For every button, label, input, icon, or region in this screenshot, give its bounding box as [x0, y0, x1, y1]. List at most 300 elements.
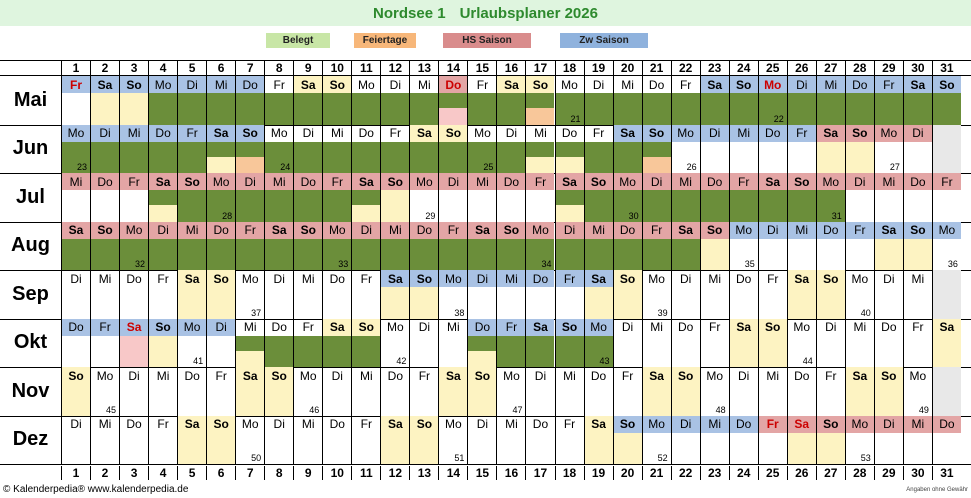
day-band [120, 384, 148, 416]
day-number: 27 [816, 61, 845, 75]
copyright-text: © Kalenderpedia® www.kalenderpedia.de [3, 484, 189, 495]
day-cell[interactable] [555, 76, 584, 125]
day-cell[interactable] [584, 222, 613, 271]
day-cell[interactable] [903, 125, 932, 174]
day-cell[interactable] [903, 367, 932, 416]
day-cell[interactable] [613, 270, 642, 319]
day-cell[interactable] [642, 125, 671, 174]
day-cell[interactable] [555, 222, 584, 271]
day-cell[interactable] [351, 319, 380, 368]
day-cell[interactable] [264, 367, 293, 416]
day-cell[interactable] [409, 222, 438, 271]
day-cell[interactable] [903, 416, 932, 465]
day-cell[interactable] [613, 222, 642, 271]
day-cell[interactable] [380, 76, 409, 125]
day-cell[interactable] [496, 76, 525, 125]
day-cell[interactable] [729, 222, 758, 271]
day-cell[interactable] [729, 173, 758, 222]
day-cell[interactable] [148, 367, 177, 416]
day-cell[interactable] [729, 125, 758, 174]
day-cell[interactable] [584, 173, 613, 222]
weekday-label: Di [70, 271, 82, 286]
day-cell[interactable] [642, 367, 671, 416]
day-cell[interactable] [555, 173, 584, 222]
day-cell[interactable] [61, 222, 90, 271]
day-number: 8 [264, 466, 293, 480]
day-cell[interactable] [293, 222, 322, 271]
day-cell[interactable] [206, 319, 235, 368]
day-cell[interactable] [642, 270, 671, 319]
day-cell[interactable] [322, 222, 351, 271]
day-cell[interactable] [322, 367, 351, 416]
month-label-okt: Okt [13, 331, 48, 354]
day-band [526, 93, 554, 125]
day-cell[interactable] [264, 270, 293, 319]
day-cell[interactable] [438, 367, 467, 416]
day-cell[interactable] [700, 222, 729, 271]
day-cell[interactable] [496, 270, 525, 319]
day-cell[interactable] [90, 76, 119, 125]
day-cell[interactable] [613, 76, 642, 125]
day-cell[interactable] [264, 319, 293, 368]
day-cell[interactable] [380, 367, 409, 416]
day-number: 31 [932, 61, 961, 75]
day-cell[interactable] [467, 76, 496, 125]
day-number: 29 [874, 466, 903, 480]
day-cell[interactable] [148, 173, 177, 222]
day-cell[interactable] [206, 270, 235, 319]
day-cell[interactable] [874, 270, 903, 319]
day-cell[interactable] [61, 125, 90, 174]
weekday-label: Sa [497, 76, 525, 93]
day-cell[interactable] [845, 367, 874, 416]
day-number: 11 [351, 61, 380, 75]
day-band [439, 384, 467, 416]
day-cell[interactable] [816, 76, 845, 125]
day-cell[interactable] [322, 319, 351, 368]
day-cell[interactable] [758, 173, 787, 222]
day-cell[interactable] [148, 76, 177, 125]
day-cell[interactable] [177, 367, 206, 416]
day-cell[interactable] [845, 173, 874, 222]
day-cell[interactable] [525, 270, 554, 319]
day-cell[interactable] [351, 222, 380, 271]
day-number: 4 [148, 61, 177, 75]
day-cell[interactable] [177, 76, 206, 125]
day-band [178, 384, 206, 416]
day-cell[interactable] [61, 76, 90, 125]
day-band [701, 239, 729, 271]
day-cell[interactable] [351, 270, 380, 319]
day-cell[interactable] [496, 367, 525, 416]
day-cell[interactable] [816, 125, 845, 174]
day-band [62, 287, 90, 319]
week-number: 53 [860, 453, 871, 463]
weekday-label: Mo [643, 416, 671, 433]
day-cell[interactable] [787, 270, 816, 319]
day-cell[interactable] [148, 416, 177, 465]
day-cell[interactable] [496, 416, 525, 465]
day-cell[interactable] [555, 367, 584, 416]
day-cell[interactable] [700, 270, 729, 319]
weekday-label: Mo [909, 368, 927, 383]
day-cell[interactable] [555, 416, 584, 465]
day-cell[interactable] [845, 125, 874, 174]
day-cell[interactable] [409, 367, 438, 416]
day-cell[interactable] [584, 125, 613, 174]
month-label-aug: Aug [11, 234, 50, 257]
day-band [701, 336, 729, 368]
day-cell[interactable] [874, 319, 903, 368]
day-cell[interactable] [525, 125, 554, 174]
day-cell[interactable] [206, 173, 235, 222]
day-cell[interactable] [148, 125, 177, 174]
day-cell[interactable] [845, 222, 874, 271]
day-cell[interactable] [525, 173, 554, 222]
day-cell[interactable] [758, 367, 787, 416]
day-cell[interactable] [642, 319, 671, 368]
day-cell[interactable] [816, 222, 845, 271]
day-cell[interactable] [438, 125, 467, 174]
day-cell[interactable] [758, 222, 787, 271]
day-cell[interactable] [700, 319, 729, 368]
day-cell[interactable] [409, 270, 438, 319]
day-band [207, 384, 235, 416]
day-cell[interactable] [758, 416, 787, 465]
day-cell[interactable] [874, 173, 903, 222]
day-band-lower [468, 351, 496, 368]
day-cell[interactable] [119, 76, 148, 125]
day-cell[interactable] [467, 319, 496, 368]
weekday-label: Di [128, 368, 140, 383]
day-cell[interactable] [235, 222, 264, 271]
day-cell[interactable] [816, 173, 845, 222]
day-cell[interactable] [932, 222, 961, 271]
day-cell[interactable] [787, 319, 816, 368]
day-cell[interactable] [293, 76, 322, 125]
day-cell[interactable] [467, 173, 496, 222]
day-cell[interactable] [903, 173, 932, 222]
day-cell[interactable] [729, 367, 758, 416]
day-cell[interactable] [671, 125, 700, 174]
day-cell[interactable] [525, 416, 554, 465]
day-cell[interactable] [671, 173, 700, 222]
day-cell[interactable] [264, 173, 293, 222]
day-cell[interactable] [816, 319, 845, 368]
day-cell[interactable] [903, 319, 932, 368]
day-cell[interactable] [613, 416, 642, 465]
day-cell[interactable] [235, 173, 264, 222]
day-cell[interactable] [264, 76, 293, 125]
day-cell[interactable] [119, 125, 148, 174]
day-cell[interactable] [845, 76, 874, 125]
day-cell[interactable] [496, 319, 525, 368]
day-cell[interactable] [90, 270, 119, 319]
day-cell[interactable] [264, 416, 293, 465]
day-cell[interactable] [61, 416, 90, 465]
day-cell[interactable] [903, 270, 932, 319]
day-cell[interactable] [555, 270, 584, 319]
day-cell[interactable] [380, 222, 409, 271]
day-cell[interactable] [467, 416, 496, 465]
day-cell[interactable] [206, 367, 235, 416]
day-cell[interactable] [438, 270, 467, 319]
day-cell[interactable] [874, 416, 903, 465]
day-cell[interactable] [177, 125, 206, 174]
day-cell[interactable] [932, 416, 961, 465]
day-cell[interactable] [177, 270, 206, 319]
weekday-label: Do [91, 173, 119, 190]
day-cell[interactable] [787, 76, 816, 125]
day-cell[interactable] [671, 367, 700, 416]
weekday-label: Fr [709, 320, 721, 334]
day-cell[interactable] [467, 222, 496, 271]
weekday-label: Mi [766, 368, 780, 383]
day-cell[interactable] [816, 367, 845, 416]
day-band [701, 287, 729, 319]
day-cell[interactable] [322, 125, 351, 174]
day-cell[interactable] [119, 319, 148, 368]
day-cell[interactable] [758, 270, 787, 319]
day-cell[interactable] [671, 222, 700, 271]
day-cell[interactable] [322, 416, 351, 465]
day-cell[interactable] [293, 416, 322, 465]
day-cell[interactable] [293, 367, 322, 416]
day-cell[interactable] [293, 173, 322, 222]
day-cell[interactable] [235, 125, 264, 174]
day-cell[interactable] [932, 125, 961, 174]
day-cell[interactable] [700, 173, 729, 222]
day-cell[interactable] [380, 125, 409, 174]
day-cell[interactable] [845, 416, 874, 465]
day-band [701, 433, 729, 465]
day-cell[interactable] [438, 319, 467, 368]
day-cell[interactable] [671, 76, 700, 125]
day-band [468, 433, 496, 465]
day-cell[interactable] [351, 76, 380, 125]
day-cell[interactable] [932, 76, 961, 125]
day-cell[interactable] [642, 416, 671, 465]
day-cell[interactable] [729, 270, 758, 319]
day-cell[interactable] [729, 319, 758, 368]
day-cell[interactable] [148, 222, 177, 271]
day-cell[interactable] [700, 76, 729, 125]
day-cell[interactable] [438, 416, 467, 465]
day-cell[interactable] [177, 416, 206, 465]
day-cell[interactable] [322, 270, 351, 319]
day-cell[interactable] [496, 125, 525, 174]
day-cell[interactable] [235, 319, 264, 368]
day-cell[interactable] [671, 270, 700, 319]
weekday-label: Mi [178, 222, 206, 239]
day-cell[interactable] [322, 76, 351, 125]
day-cell[interactable] [177, 173, 206, 222]
day-cell[interactable] [206, 76, 235, 125]
day-cell[interactable] [525, 76, 554, 125]
day-cell[interactable] [264, 125, 293, 174]
day-cell[interactable] [787, 173, 816, 222]
day-cell[interactable] [787, 222, 816, 271]
day-cell[interactable] [758, 125, 787, 174]
day-cell[interactable] [903, 76, 932, 125]
day-cell[interactable] [787, 125, 816, 174]
day-cell[interactable] [61, 173, 90, 222]
weekday-label: Mo [120, 222, 148, 239]
day-cell[interactable] [380, 270, 409, 319]
day-cell[interactable] [932, 173, 961, 222]
day-band [410, 384, 438, 416]
day-cell[interactable] [613, 367, 642, 416]
day-cell[interactable] [235, 270, 264, 319]
day-band [817, 93, 845, 125]
day-cell[interactable] [264, 222, 293, 271]
weekday-label: Fr [62, 76, 90, 93]
day-cell[interactable] [90, 173, 119, 222]
day-cell[interactable] [90, 125, 119, 174]
day-cell[interactable] [671, 416, 700, 465]
day-cell[interactable] [584, 319, 613, 368]
day-band [788, 93, 816, 125]
weekday-label: Di [352, 222, 380, 239]
day-cell[interactable] [380, 173, 409, 222]
day-cell[interactable] [351, 173, 380, 222]
day-cell[interactable] [409, 125, 438, 174]
day-cell[interactable] [206, 416, 235, 465]
weekday-label: Fr [556, 270, 584, 287]
day-cell[interactable] [206, 125, 235, 174]
day-cell[interactable] [90, 367, 119, 416]
day-cell[interactable] [584, 416, 613, 465]
weekday-label: So [352, 319, 380, 336]
day-cell[interactable] [874, 222, 903, 271]
day-cell[interactable] [467, 125, 496, 174]
day-cell[interactable] [729, 416, 758, 465]
day-cell[interactable] [932, 319, 961, 368]
day-cell[interactable] [438, 222, 467, 271]
day-cell[interactable] [932, 270, 961, 319]
day-cell[interactable] [61, 319, 90, 368]
day-cell[interactable] [177, 319, 206, 368]
day-band [933, 93, 961, 125]
day-cell[interactable] [351, 125, 380, 174]
day-cell[interactable] [525, 319, 554, 368]
day-cell[interactable] [758, 319, 787, 368]
day-cell[interactable] [438, 173, 467, 222]
day-cell[interactable] [816, 416, 845, 465]
day-cell[interactable] [148, 319, 177, 368]
day-cell[interactable] [555, 125, 584, 174]
day-cell[interactable] [409, 319, 438, 368]
day-cell[interactable] [903, 222, 932, 271]
day-cell[interactable] [496, 222, 525, 271]
day-cell[interactable] [61, 367, 90, 416]
day-cell[interactable] [90, 222, 119, 271]
day-cell[interactable] [787, 367, 816, 416]
weekday-label: So [439, 125, 467, 142]
day-cell[interactable] [206, 222, 235, 271]
day-cell[interactable] [235, 416, 264, 465]
day-cell[interactable] [555, 319, 584, 368]
day-band [497, 336, 525, 368]
day-cell[interactable] [700, 416, 729, 465]
day-cell[interactable] [816, 270, 845, 319]
day-cell[interactable] [235, 367, 264, 416]
day-cell[interactable] [380, 319, 409, 368]
day-cell[interactable] [613, 173, 642, 222]
day-cell[interactable] [351, 416, 380, 465]
day-cell[interactable] [700, 125, 729, 174]
day-cell[interactable] [293, 125, 322, 174]
day-number: 23 [700, 61, 729, 75]
day-cell[interactable] [119, 173, 148, 222]
day-cell[interactable] [148, 270, 177, 319]
day-cell[interactable] [467, 270, 496, 319]
day-cell[interactable] [729, 76, 758, 125]
day-cell[interactable] [642, 173, 671, 222]
day-cell[interactable] [874, 367, 903, 416]
day-cell[interactable] [438, 76, 467, 125]
day-cell[interactable] [119, 367, 148, 416]
day-cell[interactable] [293, 270, 322, 319]
day-cell[interactable] [642, 222, 671, 271]
day-cell[interactable] [90, 319, 119, 368]
day-band [381, 190, 409, 222]
day-cell[interactable] [642, 76, 671, 125]
day-band [207, 142, 235, 174]
day-cell[interactable] [845, 270, 874, 319]
day-cell[interactable] [119, 416, 148, 465]
day-band [672, 336, 700, 368]
day-cell[interactable] [409, 76, 438, 125]
day-cell[interactable] [235, 76, 264, 125]
day-cell[interactable] [90, 416, 119, 465]
day-cell[interactable] [380, 416, 409, 465]
day-band [556, 142, 584, 174]
day-cell[interactable] [613, 319, 642, 368]
day-cell[interactable] [932, 367, 961, 416]
day-cell[interactable] [467, 367, 496, 416]
day-cell[interactable] [322, 173, 351, 222]
day-cell[interactable] [845, 319, 874, 368]
day-cell[interactable] [409, 416, 438, 465]
day-cell[interactable] [787, 416, 816, 465]
day-cell[interactable] [613, 125, 642, 174]
day-cell[interactable] [874, 125, 903, 174]
weekday-label: Do [294, 173, 322, 190]
weekday-label: Do [614, 222, 642, 239]
day-cell[interactable] [525, 222, 554, 271]
day-cell[interactable] [496, 173, 525, 222]
weekday-label: Mi [672, 173, 700, 190]
day-cell[interactable] [119, 222, 148, 271]
day-band [468, 190, 496, 222]
day-cell[interactable] [409, 173, 438, 222]
day-cell[interactable] [671, 319, 700, 368]
day-cell[interactable] [351, 367, 380, 416]
day-cell[interactable] [700, 367, 729, 416]
day-cell[interactable] [584, 76, 613, 125]
day-cell[interactable] [874, 76, 903, 125]
day-cell[interactable] [584, 270, 613, 319]
day-cell[interactable] [119, 270, 148, 319]
day-cell[interactable] [177, 222, 206, 271]
day-cell[interactable] [61, 270, 90, 319]
day-cell[interactable] [293, 319, 322, 368]
day-cell[interactable] [758, 76, 787, 125]
day-band [556, 190, 584, 222]
day-cell[interactable] [584, 367, 613, 416]
day-cell[interactable] [525, 367, 554, 416]
